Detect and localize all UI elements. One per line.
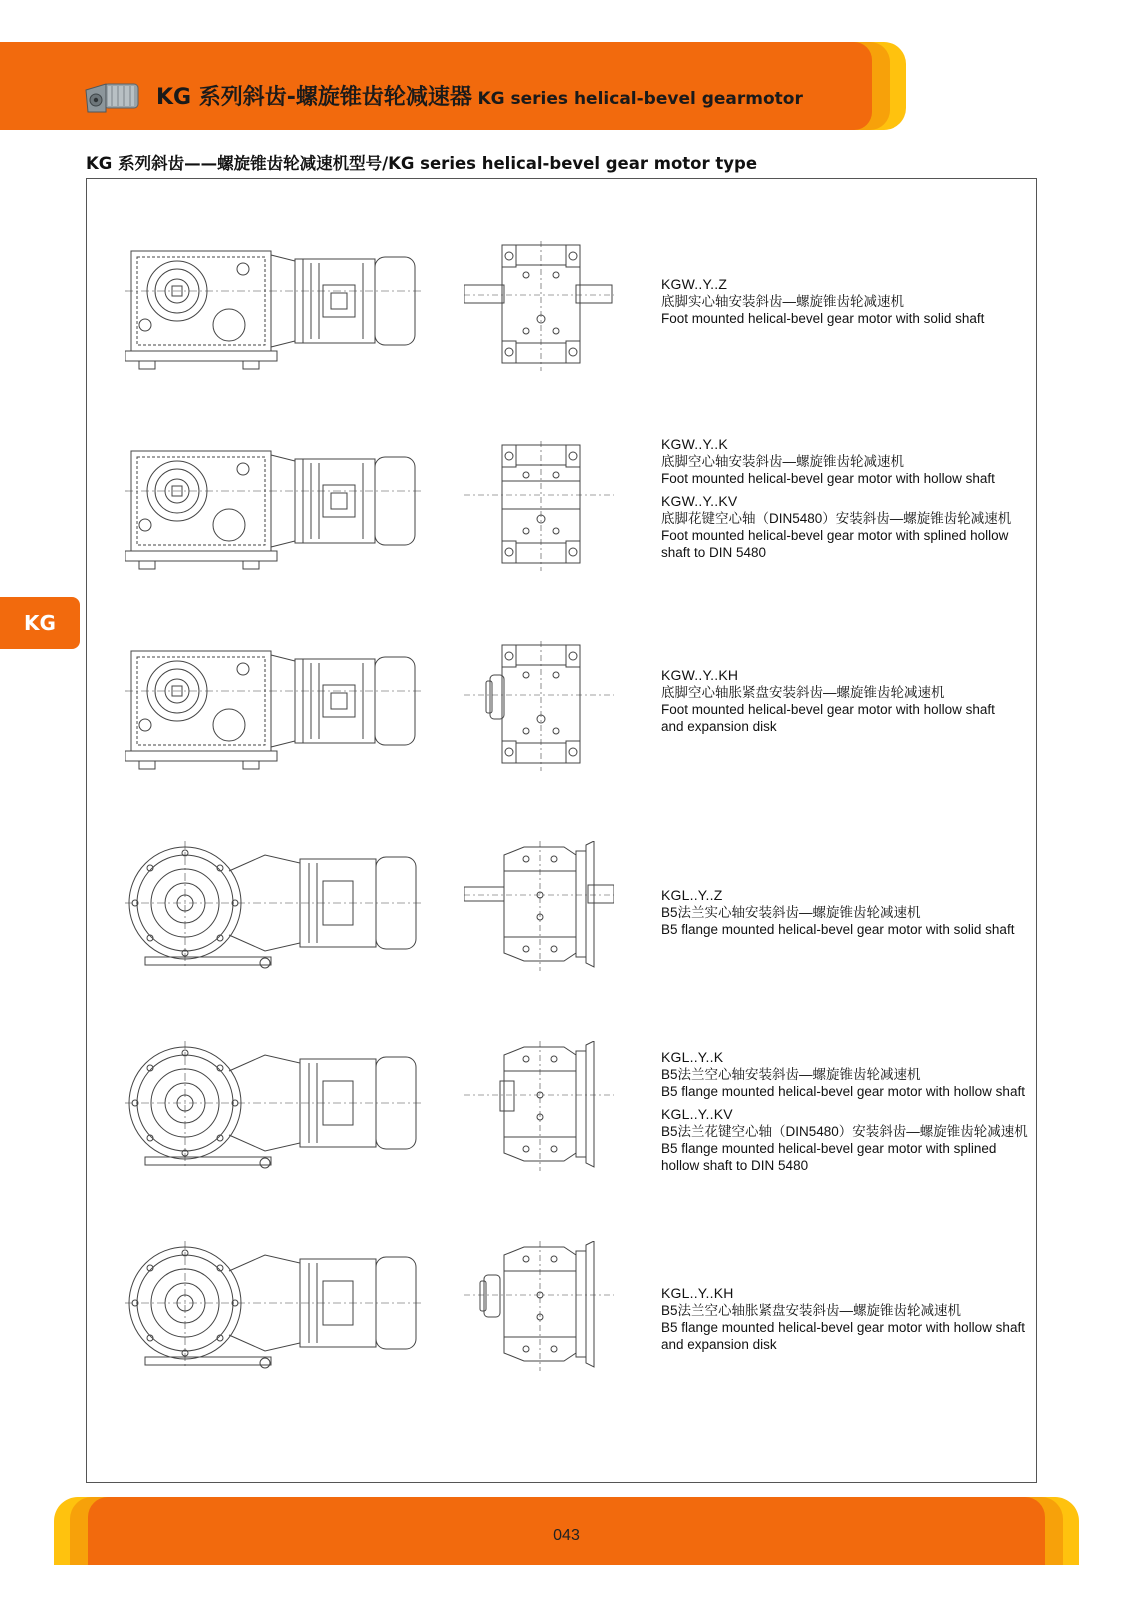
model-description-5 — [661, 1049, 1028, 1174]
model-name-zh: 底脚空心轴安装斜齿—螺旋锥齿轮减速机 — [661, 454, 904, 469]
model-description-4 — [661, 887, 1014, 938]
model-code: KGW..Y..KH — [661, 667, 739, 683]
page-header-title — [156, 80, 803, 111]
model-code: KGW..Y..Z — [661, 276, 728, 292]
front-view-drawing-5 — [464, 1041, 614, 1171]
model-code: KGW..Y..K — [661, 436, 728, 452]
model-name-en: Foot mounted helical-bevel gear motor with splined hollow — [661, 528, 1009, 543]
front-view-drawing-3 — [464, 641, 614, 771]
model-name-en: Foot mounted helical-bevel gear motor with hollow shaft — [661, 702, 995, 717]
front-view-drawing-4 — [464, 841, 614, 971]
model-name-en: Foot mounted helical-bevel gear motor with hollow shaft — [661, 471, 995, 486]
model-name-zh: B5法兰花键空心轴（DIN5480）安装斜齿—螺旋锥齿轮减速机 — [661, 1124, 1028, 1139]
model-code: KGL..Y..K — [661, 1049, 724, 1065]
model-name-en: and expansion disk — [661, 719, 777, 734]
header-title-en: KG series helical-bevel gearmotor — [477, 89, 803, 109]
model-name-en: B5 flange mounted helical-bevel gear motor with solid shaft — [661, 922, 1015, 937]
gearmotor-photo-icon — [84, 78, 142, 116]
front-view-drawing-2 — [464, 441, 614, 571]
model-description-6 — [661, 1285, 1025, 1353]
front-view-drawing-6 — [464, 1241, 614, 1371]
section-title: KG 系列斜齿——螺旋锥齿轮减速机型号/KG series helical-bevel gear motor type — [86, 154, 758, 173]
model-name-en: B5 flange mounted helical-bevel gear motor with hollow shaft — [661, 1320, 1025, 1335]
page-number: 043 — [553, 1527, 580, 1544]
side-view-drawing-5 — [125, 1041, 425, 1171]
front-view-drawing-1 — [464, 241, 614, 371]
model-name-zh: 底脚空心轴胀紧盘安装斜齿—螺旋锥齿轮减速机 — [661, 685, 945, 700]
model-description-2 — [661, 436, 1011, 561]
model-description-1 — [661, 276, 984, 327]
side-view-drawing-6 — [125, 1241, 425, 1371]
header-banner — [0, 42, 906, 130]
model-code: KGL..Y..KH — [661, 1285, 734, 1301]
model-code: KGL..Y..KV — [661, 1106, 733, 1122]
model-name-en: Foot mounted helical-bevel gear motor with solid shaft — [661, 311, 985, 326]
model-name-en: B5 flange mounted helical-bevel gear motor with splined — [661, 1141, 997, 1156]
side-view-drawing-1 — [125, 241, 425, 371]
model-catalog-frame — [86, 178, 1037, 1483]
side-view-drawing-2 — [125, 441, 425, 571]
model-name-zh: 底脚实心轴安装斜齿—螺旋锥齿轮减速机 — [661, 294, 904, 309]
model-name-en: and expansion disk — [661, 1337, 777, 1352]
model-name-zh: B5法兰空心轴安装斜齿—螺旋锥齿轮减速机 — [661, 1067, 921, 1082]
model-name-en: hollow shaft to DIN 5480 — [661, 1158, 809, 1173]
model-name-zh: B5法兰实心轴安装斜齿—螺旋锥齿轮减速机 — [661, 905, 921, 920]
model-code: KGW..Y..KV — [661, 493, 738, 509]
model-code: KGL..Y..Z — [661, 887, 723, 903]
model-name-en: shaft to DIN 5480 — [661, 545, 767, 560]
side-tab-kg[interactable]: KG — [0, 597, 80, 649]
side-view-drawing-4 — [125, 841, 425, 971]
footer-banner — [54, 1497, 1079, 1565]
side-view-drawing-3 — [125, 641, 425, 771]
model-description-3 — [661, 667, 995, 735]
model-name-en: B5 flange mounted helical-bevel gear motor with hollow shaft — [661, 1084, 1025, 1099]
model-name-zh: 底脚花键空心轴（DIN5480）安装斜齿—螺旋锥齿轮减速机 — [661, 511, 1012, 526]
header-title-zh: KG 系列斜齿-螺旋锥齿轮减速器 — [156, 85, 472, 110]
model-name-zh: B5法兰空心轴胀紧盘安装斜齿—螺旋锥齿轮减速机 — [661, 1303, 962, 1318]
